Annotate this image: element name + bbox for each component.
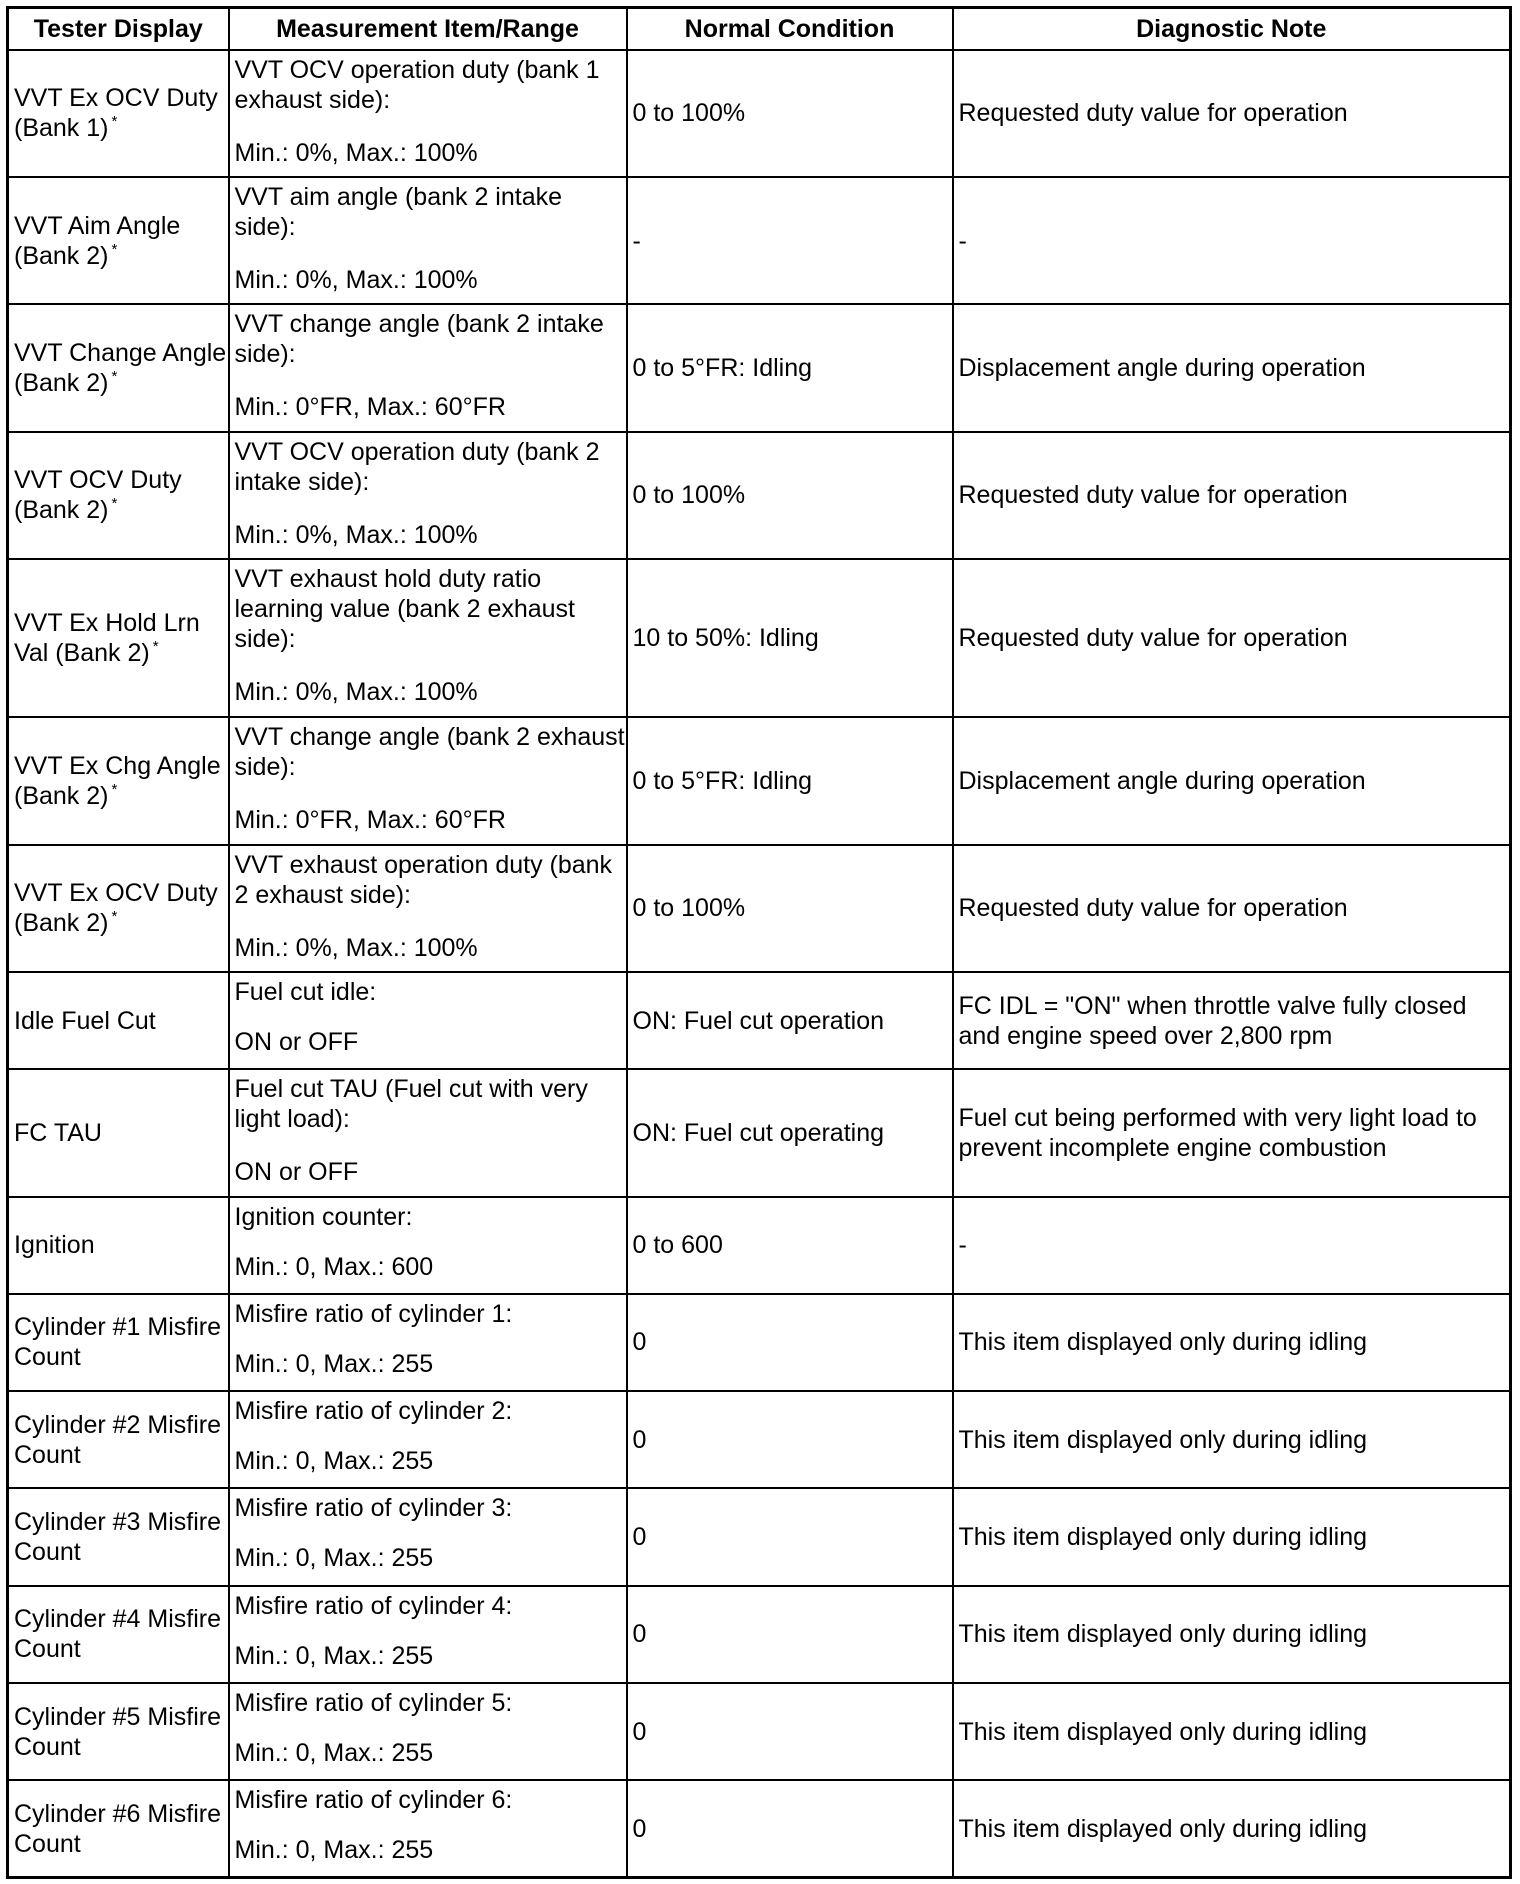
measurement-item-text: Ignition counter: bbox=[234, 1202, 413, 1231]
table-row bbox=[8, 1197, 1511, 1294]
tester-display-cell bbox=[8, 559, 229, 717]
measurement-item-text: Misfire ratio of cylinder 4: bbox=[234, 1591, 513, 1620]
tester-display-text: FC TAU bbox=[14, 1118, 102, 1147]
table-row bbox=[8, 1294, 1511, 1391]
measurement-item-cell bbox=[229, 1586, 627, 1683]
header-row bbox=[8, 8, 1511, 50]
measurement-item-cell bbox=[229, 1780, 627, 1877]
footnote-mark: * bbox=[111, 367, 118, 385]
tester-display-text: VVT Ex Hold Lrn Val (Bank 2) bbox=[14, 609, 200, 668]
tester-display-text: VVT Ex OCV Duty (Bank 1) bbox=[14, 84, 218, 143]
measurement-item-cell bbox=[229, 1197, 627, 1294]
measurement-item-text: VVT OCV operation duty (bank 1 exhaust side): bbox=[234, 55, 600, 114]
measurement-item-text: Misfire ratio of cylinder 6: bbox=[234, 1786, 513, 1815]
measurement-item-text: Misfire ratio of cylinder 5: bbox=[234, 1688, 513, 1717]
tester-display-cell bbox=[8, 972, 229, 1069]
table-row bbox=[8, 1683, 1511, 1780]
measurement-range-text: Min.: 0°FR, Max.: 60°FR bbox=[234, 393, 506, 422]
tester-display-text: Ignition bbox=[14, 1231, 95, 1260]
measurement-item-text: VVT OCV operation duty (bank 2 intake side): bbox=[234, 437, 600, 496]
table-row bbox=[8, 1586, 1511, 1683]
footnote-mark: * bbox=[152, 638, 159, 656]
tester-display-cell bbox=[8, 177, 229, 304]
measurement-item-cell bbox=[229, 432, 627, 559]
measurement-range-text: ON or OFF bbox=[234, 1158, 359, 1187]
measurement-item-text: Misfire ratio of cylinder 1: bbox=[234, 1299, 513, 1328]
measurement-item-text: Misfire ratio of cylinder 3: bbox=[234, 1494, 513, 1523]
measurement-range-text: Min.: 0, Max.: 600 bbox=[234, 1252, 434, 1281]
measurement-item-text: VVT exhaust hold duty ratio learning value (bank 2 exhaust side): bbox=[234, 564, 576, 653]
tester-display-text: Idle Fuel Cut bbox=[14, 1006, 156, 1035]
measurement-range-text: Min.: 0%, Max.: 100% bbox=[234, 265, 478, 294]
table-row bbox=[8, 559, 1511, 717]
tester-display-text: Cylinder #5 Misfire Count bbox=[14, 1702, 222, 1761]
header-normal-condition: Normal Condition bbox=[627, 8, 953, 50]
tester-display-text: Cylinder #3 Misfire Count bbox=[14, 1508, 222, 1567]
measurement-item-cell bbox=[229, 1488, 627, 1585]
diagnostic-note-cell: This item displayed only during idling bbox=[953, 1586, 1511, 1683]
table-row bbox=[8, 304, 1511, 431]
tester-display-cell bbox=[8, 1294, 229, 1391]
measurement-item-cell bbox=[229, 1294, 627, 1391]
diagnostic-note-cell: This item displayed only during idling bbox=[953, 1780, 1511, 1877]
diagnostic-note-cell: Fuel cut being performed with very light load to prevent incomplete engine combustion bbox=[953, 1069, 1511, 1196]
tester-display-cell bbox=[8, 1391, 229, 1488]
tester-display-cell bbox=[8, 304, 229, 431]
tester-display-cell bbox=[8, 432, 229, 559]
measurement-item-cell bbox=[229, 1391, 627, 1488]
footnote-mark: * bbox=[111, 240, 118, 258]
measurement-item-cell bbox=[229, 304, 627, 431]
measurement-item-cell bbox=[229, 50, 627, 177]
measurement-item-cell bbox=[229, 177, 627, 304]
footnote-mark: * bbox=[111, 780, 118, 798]
normal-condition-cell: 0 bbox=[627, 1586, 953, 1683]
tester-display-text: Cylinder #2 Misfire Count bbox=[14, 1410, 222, 1469]
tester-display-text: VVT Ex Chg Angle (Bank 2) bbox=[14, 751, 221, 810]
measurement-item-cell bbox=[229, 845, 627, 972]
table-row bbox=[8, 432, 1511, 559]
measurement-range-text: Min.: 0°FR, Max.: 60°FR bbox=[234, 806, 506, 835]
table-row bbox=[8, 1780, 1511, 1877]
measurement-range-text: Min.: 0%, Max.: 100% bbox=[234, 520, 478, 549]
header-tester-display: Tester Display bbox=[8, 8, 229, 50]
diagnostic-note-cell: Displacement angle during operation bbox=[953, 717, 1511, 844]
tester-display-cell bbox=[8, 1586, 229, 1683]
normal-condition-cell: 0 to 5°FR: Idling bbox=[627, 304, 953, 431]
normal-condition-cell: 0 bbox=[627, 1391, 953, 1488]
tester-display-cell bbox=[8, 1197, 229, 1294]
measurement-range-text: Min.: 0%, Max.: 100% bbox=[234, 677, 478, 706]
normal-condition-cell: 0 to 100% bbox=[627, 50, 953, 177]
diagnostic-note-cell: Requested duty value for operation bbox=[953, 559, 1511, 717]
header-measurement-item: Measurement Item/Range bbox=[229, 8, 627, 50]
diagnostic-note-cell: Requested duty value for operation bbox=[953, 845, 1511, 972]
measurement-item-text: VVT change angle (bank 2 intake side): bbox=[234, 310, 604, 369]
footnote-mark: * bbox=[111, 908, 118, 926]
measurement-item-cell bbox=[229, 1069, 627, 1196]
table-row bbox=[8, 845, 1511, 972]
tester-display-cell bbox=[8, 845, 229, 972]
measurement-item-cell bbox=[229, 559, 627, 717]
diagnostic-note-cell: This item displayed only during idling bbox=[953, 1683, 1511, 1780]
diagnostic-note-cell: This item displayed only during idling bbox=[953, 1391, 1511, 1488]
tester-display-text: Cylinder #4 Misfire Count bbox=[14, 1605, 222, 1664]
measurement-item-cell bbox=[229, 1683, 627, 1780]
measurement-range-text: Min.: 0, Max.: 255 bbox=[234, 1641, 434, 1670]
diagnostic-note-cell: Displacement angle during operation bbox=[953, 304, 1511, 431]
diagnostic-note-cell: This item displayed only during idling bbox=[953, 1294, 1511, 1391]
tester-display-text: Cylinder #6 Misfire Count bbox=[14, 1799, 222, 1858]
measurement-item-text: VVT aim angle (bank 2 intake side): bbox=[234, 182, 563, 241]
measurement-item-text: Fuel cut TAU (Fuel cut with very light load): bbox=[234, 1075, 588, 1134]
tester-display-cell bbox=[8, 1780, 229, 1877]
measurement-range-text: Min.: 0, Max.: 255 bbox=[234, 1544, 434, 1573]
measurement-range-text: Min.: 0, Max.: 255 bbox=[234, 1349, 434, 1378]
normal-condition-cell: 0 bbox=[627, 1683, 953, 1780]
tester-display-cell bbox=[8, 50, 229, 177]
measurement-range-text: Min.: 0, Max.: 255 bbox=[234, 1447, 434, 1476]
table-row bbox=[8, 1488, 1511, 1585]
normal-condition-cell: - bbox=[627, 177, 953, 304]
tester-display-text: Cylinder #1 Misfire Count bbox=[14, 1313, 222, 1372]
table-row bbox=[8, 1391, 1511, 1488]
normal-condition-cell: 0 to 5°FR: Idling bbox=[627, 717, 953, 844]
tester-display-cell bbox=[8, 717, 229, 844]
table-row bbox=[8, 972, 1511, 1069]
normal-condition-cell: ON: Fuel cut operating bbox=[627, 1069, 953, 1196]
tester-display-text: VVT Aim Angle (Bank 2) bbox=[14, 211, 181, 270]
normal-condition-cell: 0 to 100% bbox=[627, 432, 953, 559]
header-diagnostic-note: Diagnostic Note bbox=[953, 8, 1511, 50]
measurement-range-text: ON or OFF bbox=[234, 1027, 359, 1056]
tester-display-text: VVT Ex OCV Duty (Bank 2) bbox=[14, 879, 218, 938]
normal-condition-cell: 10 to 50%: Idling bbox=[627, 559, 953, 717]
normal-condition-cell: 0 bbox=[627, 1488, 953, 1585]
table-row bbox=[8, 50, 1511, 177]
diagnostic-note-cell: Requested duty value for operation bbox=[953, 50, 1511, 177]
normal-condition-cell: ON: Fuel cut operation bbox=[627, 972, 953, 1069]
footnote-mark: * bbox=[111, 495, 118, 513]
tester-display-text: VVT Change Angle (Bank 2) bbox=[14, 338, 227, 397]
measurement-item-text: Fuel cut idle: bbox=[234, 977, 377, 1006]
table-row bbox=[8, 177, 1511, 304]
normal-condition-cell: 0 to 600 bbox=[627, 1197, 953, 1294]
table-row bbox=[8, 1069, 1511, 1196]
measurement-item-cell bbox=[229, 972, 627, 1069]
normal-condition-cell: 0 bbox=[627, 1780, 953, 1877]
tester-display-cell bbox=[8, 1069, 229, 1196]
table-row bbox=[8, 717, 1511, 844]
diagnostic-note-cell: FC IDL = "ON" when throttle valve fully closed and engine speed over 2,800 rpm bbox=[953, 972, 1511, 1069]
measurement-item-text: VVT exhaust operation duty (bank 2 exhaust side): bbox=[234, 850, 613, 909]
measurement-item-cell bbox=[229, 717, 627, 844]
measurement-item-text: VVT change angle (bank 2 exhaust side): bbox=[234, 723, 625, 782]
normal-condition-cell: 0 to 100% bbox=[627, 845, 953, 972]
measurement-range-text: Min.: 0%, Max.: 100% bbox=[234, 933, 478, 962]
tester-display-text: VVT OCV Duty (Bank 2) bbox=[14, 466, 182, 525]
measurement-range-text: Min.: 0, Max.: 255 bbox=[234, 1738, 434, 1767]
tester-display-cell bbox=[8, 1488, 229, 1585]
footnote-mark: * bbox=[111, 113, 118, 131]
measurement-range-text: Min.: 0%, Max.: 100% bbox=[234, 138, 478, 167]
diagnostic-note-cell: Requested duty value for operation bbox=[953, 432, 1511, 559]
measurement-item-text: Misfire ratio of cylinder 2: bbox=[234, 1397, 513, 1426]
normal-condition-cell: 0 bbox=[627, 1294, 953, 1391]
diagnostic-note-cell: - bbox=[953, 1197, 1511, 1294]
measurement-range-text: Min.: 0, Max.: 255 bbox=[234, 1836, 434, 1865]
diagnostic-note-cell: - bbox=[953, 177, 1511, 304]
data-list-table bbox=[6, 6, 1512, 1879]
diagnostic-note-cell: This item displayed only during idling bbox=[953, 1488, 1511, 1585]
tester-display-cell bbox=[8, 1683, 229, 1780]
